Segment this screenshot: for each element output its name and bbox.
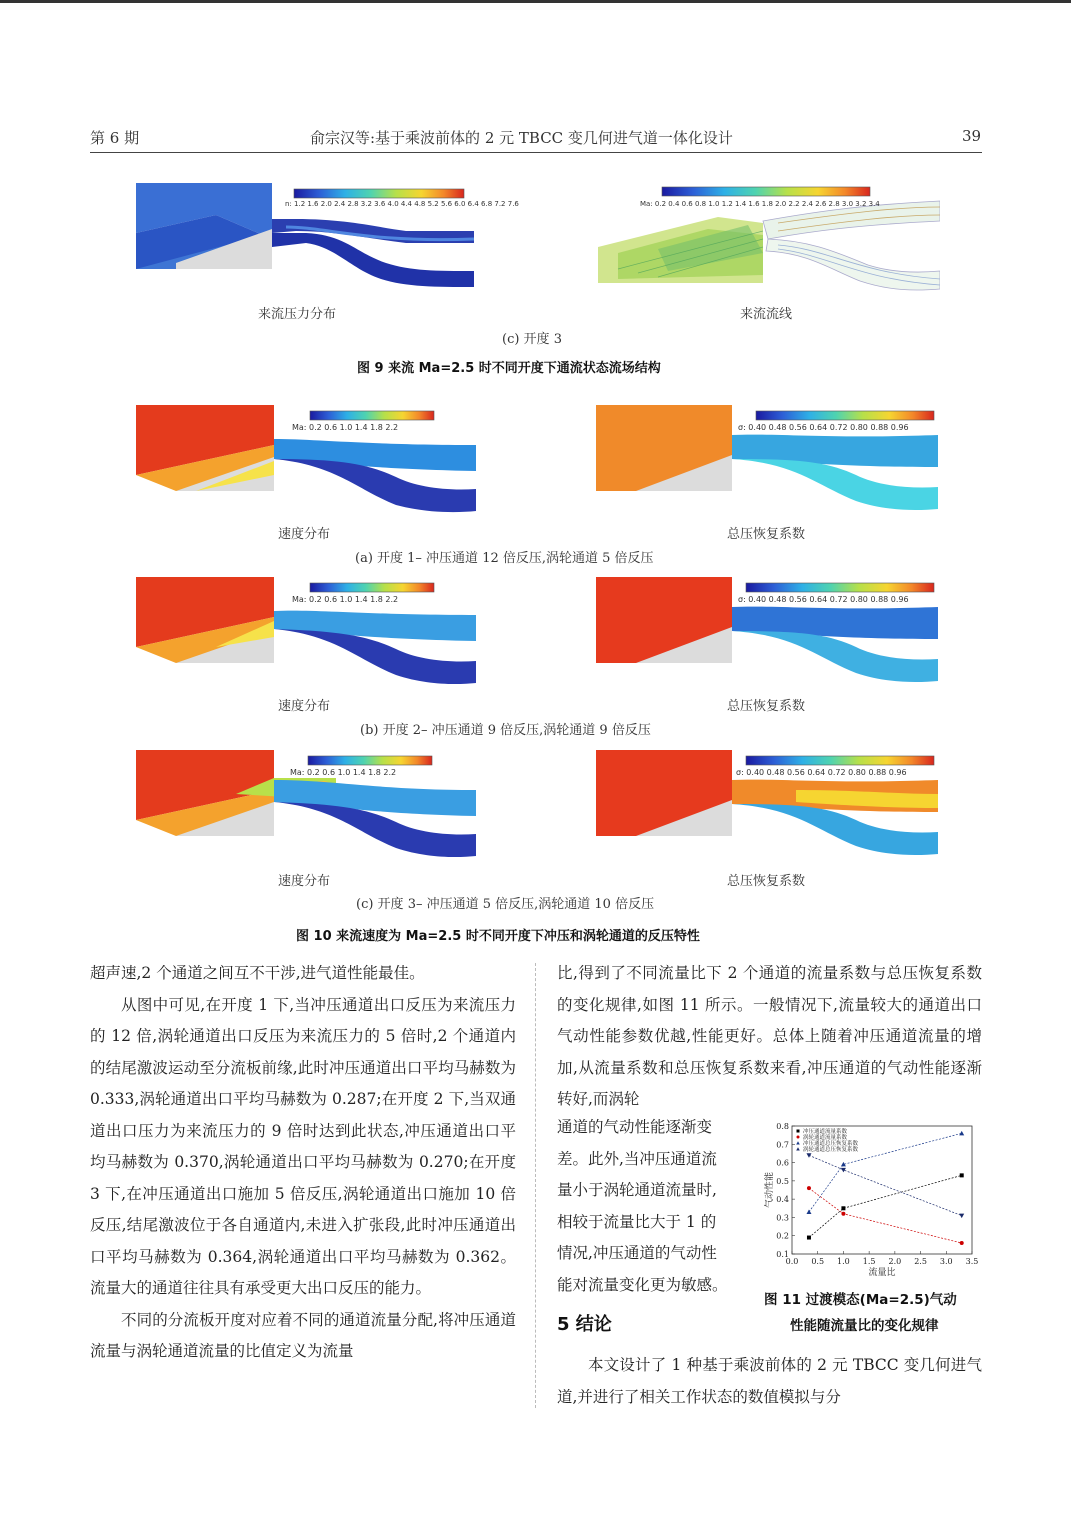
legend-marker: [797, 1130, 800, 1133]
fig10-caption: 图 10 来流速度为 Ma=2.5 时不同开度下冲压和涡轮通道的反压特性: [296, 929, 700, 944]
y-tick-label: 0.5: [776, 1176, 789, 1186]
x-tick-label: 2.5: [914, 1257, 927, 1266]
data-point: [841, 1212, 845, 1216]
column-divider: [535, 963, 536, 1408]
fig9c-right-label: 来流流线: [740, 307, 793, 322]
fig10c-subcaption: (c) 开度 3– 冲压通道 5 倍反压,涡轮通道 10 倍反压: [356, 897, 655, 912]
y-tick-label: 0.2: [776, 1231, 789, 1241]
data-point: [841, 1206, 845, 1210]
y-axis-label: 气动性能: [765, 1171, 775, 1209]
fig9c-subcaption: (c) 开度 3: [502, 332, 562, 347]
fig10b-pressure-recovery-plot: [596, 577, 938, 689]
series-line: [809, 1175, 962, 1237]
series-line: [809, 1155, 962, 1215]
legend-label: 冲压通道总压恢复系数: [803, 1141, 859, 1147]
data-point: [806, 1209, 811, 1214]
data-point: [841, 1168, 846, 1173]
fig10c-right-label: 总压恢复系数: [727, 874, 806, 889]
right-column-top: [557, 958, 982, 1116]
page-number: 39: [962, 127, 982, 145]
legend-marker: [796, 1141, 800, 1144]
x-tick-label: 1.5: [862, 1257, 876, 1266]
right-wrap-line: 能对流量变化更为敏感。: [557, 1275, 728, 1294]
right-paragraph-1: 比,得到了不同流量比下 2 个通道的流量系数与总压恢复系数的变化规律,如图 11 所示。一般情况下,流量较大的通道出口气动性能参数优越,性能更好。总体上随着冲压通道流量的增加,从流量系数和总压恢复系数来看,冲压通道的气动性能逐渐转好,而涡轮: [557, 964, 982, 1108]
left-paragraph-1: 超声速,2 个通道之间互不干涉,进气道性能最佳。: [90, 964, 425, 982]
fig10c-pressure-recovery-plot: [596, 750, 938, 862]
y-tick-label: 0.7: [776, 1140, 789, 1150]
legend-label: 涡轮通道流量系数: [803, 1135, 848, 1141]
legend-label: 冲压通道流量系数: [803, 1129, 848, 1135]
fig10a-subcaption: (a) 开度 1– 冲压通道 12 倍反压,涡轮通道 5 倍反压: [355, 551, 654, 566]
x-axis-label: 流量比: [868, 1268, 896, 1278]
fig11-caption-line2: 性能随流量比的变化规律: [790, 1318, 939, 1334]
right-wrap-line: 通道的气动性能逐渐变: [557, 1118, 713, 1136]
fig9c-left-label: 来流压力分布: [258, 307, 337, 322]
fig10a-pressure-recovery-plot: [596, 405, 938, 517]
x-tick-label: 3.0: [939, 1257, 953, 1266]
data-point: [959, 1214, 964, 1219]
x-tick-label: 1.0: [837, 1257, 850, 1266]
issue-label: 第 6 期: [90, 129, 140, 147]
fig11-caption-line1: 图 11 过渡模态(Ma=2.5)气动: [764, 1292, 957, 1308]
y-tick-label: 0.1: [776, 1250, 789, 1259]
left-column: [90, 958, 516, 1368]
fig9c-streamline-colorbar-ticks: Ma: 0.2 0.4 0.6 0.8 1.0 1.2 1.4 1.6 1.8 2.0 2.2 2.4 2.6 2.8 3.0 3.2 3.4: [640, 200, 880, 208]
fig9c-pressure-colorbar-ticks: n: 1.2 1.6 2.0 2.4 2.8 3.2 3.6 4.0 4.4 4.8 5.2 5.6 6.0 6.4 6.8 7.2 7.6: [285, 200, 519, 208]
running-title: 俞宗汉等:基于乘波前体的 2 元 TBCC 变几何进气道一体化设计: [310, 129, 733, 147]
right-wrap-line: 量小于涡轮通道流量时,: [557, 1181, 717, 1199]
data-point: [960, 1241, 964, 1245]
left-paragraph-2: 从图中可见,在开度 1 下,当冲压通道出口反压为来流压力的 12 倍,涡轮通道出口反压为来流压力的 5 倍时,2 个通道内的结尾激波运动至分流板前缘,此时冲压通道出口平均马赫数为 0.333,涡轮通道出口平均马赫数为 0.287;在开度 2 下,当双通道出口压力为来流压力的 9 倍时达到此状态,冲压通道出口平均马赫数为 0.370,涡轮通道出口平均马赫数为 0.270;在开度 3 下,在冲压通道出口施加 5 倍反压,涡轮通道出口施加 10 倍反压,结尾激波位于各自通道内,未进入扩张段,此时冲压通道出口平均马赫数为 0.364,涡轮通道出口平均马赫数为 0.362。流量大的通道往往具有承受更大出口反压的能力。: [90, 995, 516, 1297]
fig10a-ma-ticks: Ma: 0.2 0.6 1.0 1.4 1.8 2.2: [292, 423, 399, 432]
data-point: [960, 1173, 964, 1177]
right-paragraph-3: 本文设计了 1 种基于乘波前体的 2 元 TBCC 变几何进气道,并进行了相关工作状态的数值模拟与分: [557, 1356, 982, 1406]
fig10c-velocity-plot: [136, 750, 476, 862]
y-tick-label: 0.8: [776, 1122, 789, 1131]
legend-marker: [797, 1136, 800, 1139]
fig10b-subcaption: (b) 开度 2– 冲压通道 9 倍反压,涡轮通道 9 倍反压: [360, 723, 651, 738]
fig10a-right-label: 总压恢复系数: [727, 527, 806, 542]
data-point: [806, 1153, 811, 1158]
fig10b-right-label: 总压恢复系数: [727, 699, 806, 714]
data-point: [959, 1131, 964, 1136]
fig10b-ma-ticks: Ma: 0.2 0.6 1.0 1.4 1.8 2.2: [292, 595, 399, 604]
right-column-bottom: [557, 1350, 982, 1413]
right-wrap-line: 情况,冲压通道的气动性: [557, 1244, 717, 1262]
legend-marker: [796, 1147, 800, 1150]
fig10c-left-label: 速度分布: [278, 874, 331, 889]
top-rule: [0, 0, 1071, 3]
fig10b-left-label: 速度分布: [278, 699, 331, 714]
data-point: [807, 1236, 811, 1240]
legend-label: 涡轮通道总压恢复系数: [803, 1147, 859, 1153]
fig10c-sigma-ticks: σ: 0.40 0.48 0.56 0.64 0.72 0.80 0.88 0.96: [736, 768, 907, 777]
fig10c-ma-ticks: Ma: 0.2 0.6 1.0 1.4 1.8 2.2: [290, 768, 397, 777]
x-tick-label: 0.5: [811, 1257, 825, 1266]
fig9-caption: 图 9 来流 Ma=2.5 时不同开度下通流状态流场结构: [357, 361, 661, 376]
right-wrap-line: 差。此外,当冲压通道流: [557, 1149, 717, 1168]
y-tick-label: 0.4: [776, 1195, 789, 1205]
y-tick-label: 0.3: [776, 1213, 789, 1223]
fig10a-sigma-ticks: σ: 0.40 0.48 0.56 0.64 0.72 0.80 0.88 0.96: [738, 423, 909, 432]
fig10b-sigma-ticks: σ: 0.40 0.48 0.56 0.64 0.72 0.80 0.88 0.96: [738, 595, 909, 604]
right-wrap-line: 相较于流量比大于 1 的: [557, 1212, 717, 1231]
x-tick-label: 2.0: [888, 1257, 902, 1266]
fig10a-velocity-plot: [136, 405, 476, 517]
fig10a-left-label: 速度分布: [278, 527, 331, 542]
section-heading: 5 结论: [557, 1314, 612, 1335]
y-tick-label: 0.6: [776, 1158, 789, 1168]
right-column-wrap: [557, 1112, 767, 1301]
x-tick-label: 3.5: [965, 1257, 979, 1266]
left-paragraph-3: 不同的分流板开度对应着不同的通道流量分配,将冲压通道流量与涡轮通道流量的比值定义为流量: [90, 1310, 516, 1360]
x-tick-label: 0.0: [785, 1257, 799, 1266]
header-rule: [90, 152, 982, 153]
fig11-chart: [762, 1118, 982, 1286]
fig10b-velocity-plot: [136, 577, 476, 689]
data-point: [807, 1186, 811, 1190]
